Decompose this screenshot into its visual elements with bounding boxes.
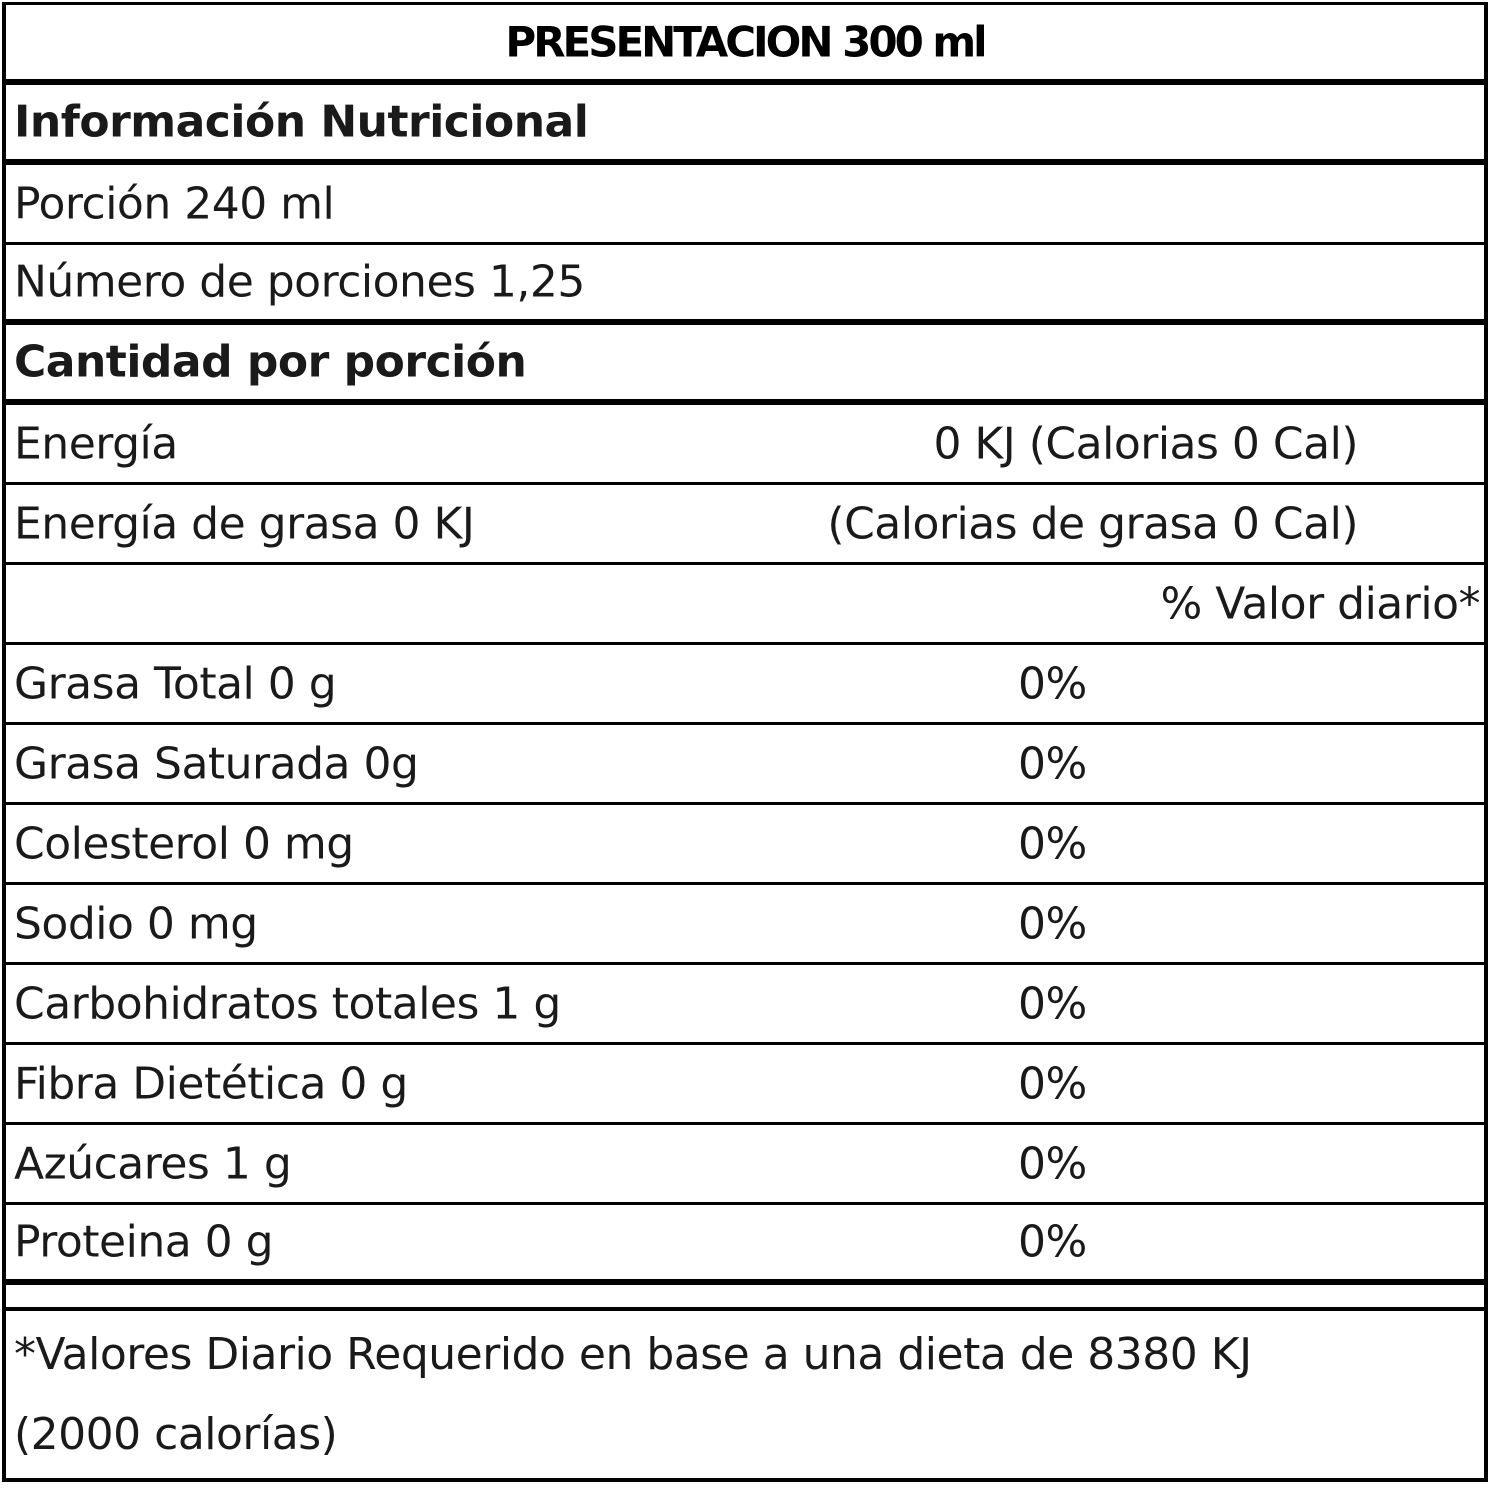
nutrient-label: Grasa Saturada 0g <box>14 738 419 789</box>
portion-size: Porción 240 ml <box>14 178 335 229</box>
nutrient-daily-value: 0% <box>1018 738 1087 789</box>
nutrient-daily-value: 0% <box>1018 1216 1087 1268</box>
fat-energy-label: Energía de grasa 0 KJ <box>14 498 475 549</box>
nutrient-label: Colesterol 0 mg <box>14 818 354 869</box>
divider <box>6 1285 1484 1311</box>
nutrient-daily-value: 0% <box>1018 1058 1087 1109</box>
daily-value-header-row <box>6 565 1484 645</box>
nutrition-header: Información Nutricional <box>14 96 589 148</box>
footnote <box>6 1311 1484 1478</box>
nutrient-row <box>6 1125 1484 1205</box>
nutrient-row <box>6 645 1484 725</box>
title-row <box>6 5 1484 85</box>
energy-value: 0 KJ (Calorias 0 Cal) <box>933 418 1358 469</box>
nutrient-row <box>6 1205 1484 1285</box>
nutrient-row <box>6 885 1484 965</box>
nutrient-daily-value: 0% <box>1018 818 1087 869</box>
servings-count: Número de porciones 1,25 <box>14 256 585 308</box>
nutrient-label: Carbohidratos totales 1 g <box>14 978 561 1029</box>
amount-header-row <box>6 325 1484 405</box>
portion-row <box>6 165 1484 245</box>
footnote-line-1: *Valores Diario Requerido en base a una dieta de 8380 KJ <box>14 1329 1252 1380</box>
nutrient-daily-value: 0% <box>1018 658 1087 709</box>
energy-row <box>6 405 1484 485</box>
nutrient-label: Sodio 0 mg <box>14 898 258 949</box>
servings-row <box>6 245 1484 325</box>
nutrient-daily-value: 0% <box>1018 978 1087 1029</box>
nutrient-row <box>6 805 1484 885</box>
nutrition-facts-table <box>2 2 1488 1482</box>
presentation-title: PRESENTACION 300 ml <box>505 17 985 67</box>
daily-value-header: % Valor diario* <box>1160 578 1480 629</box>
nutrient-label: Proteina 0 g <box>14 1216 274 1268</box>
fat-energy-row <box>6 485 1484 565</box>
nutrient-row <box>6 1045 1484 1125</box>
nutrient-label: Grasa Total 0 g <box>14 658 337 709</box>
nutrient-daily-value: 0% <box>1018 898 1087 949</box>
nutrient-daily-value: 0% <box>1018 1138 1087 1189</box>
nutrient-label: Azúcares 1 g <box>14 1138 292 1189</box>
nutrient-row <box>6 965 1484 1045</box>
amount-per-serving-header: Cantidad por porción <box>14 336 527 388</box>
header-row <box>6 85 1484 165</box>
nutrient-row <box>6 725 1484 805</box>
footnote-line-2: (2000 calorías) <box>14 1409 338 1460</box>
nutrient-label: Fibra Dietética 0 g <box>14 1058 408 1109</box>
fat-energy-value: (Calorias de grasa 0 Cal) <box>827 498 1358 549</box>
energy-label: Energía <box>14 418 178 469</box>
